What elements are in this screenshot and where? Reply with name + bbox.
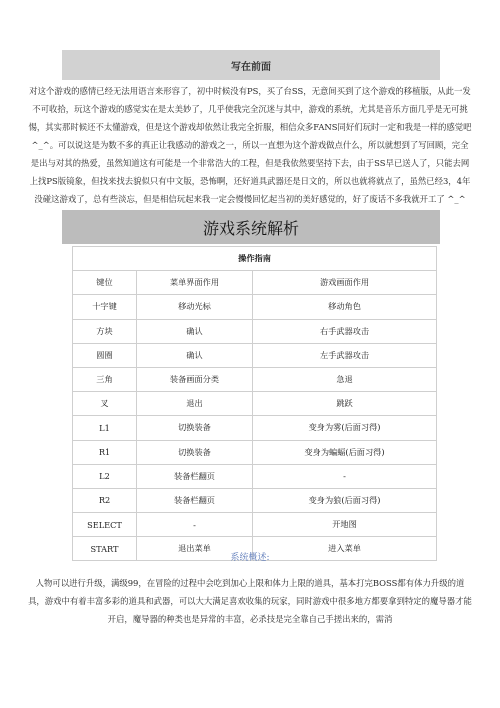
table-row <box>73 367 437 391</box>
column-header-key: 键位 <box>73 271 137 295</box>
table-row <box>73 343 437 367</box>
column-header-menu: 菜单界面作用 <box>137 271 253 295</box>
intro-heading: 写在前面 <box>231 61 271 73</box>
cell-key: R2 <box>73 488 137 512</box>
cell-menu-action: 确认 <box>137 319 253 343</box>
table-row <box>73 513 437 537</box>
table-row <box>73 440 437 464</box>
cell-menu-action: 切换装备 <box>137 416 253 440</box>
cell-game-action: 变身为蝙蝠(后面习得) <box>253 440 437 464</box>
cell-key: SELECT <box>73 513 137 537</box>
section-heading-bar <box>62 210 440 244</box>
overview-paragraph: 人物可以进行升级，满级99，在冒险的过程中会吃到加心上限和体力上限的道具，基本打完BOSS都有体力升级的道具，游戏中有着丰富多彩的道具和武器，可以大大满足喜欢收集的玩家，同时游戏中很多地方都要拿到特定的魔导器才能开启，魔导器的种类也是异常的丰富，必杀技是完全靠自己手搓出来的，需消 <box>28 578 472 624</box>
table-row <box>73 295 437 319</box>
cell-game-action: 左手武器攻击 <box>253 343 437 367</box>
cell-key: 三角 <box>73 367 137 391</box>
intro-paragraph: 对这个游戏的感情已经无法用语言来形容了，初中时候没有PS，买了台SS，无意间买到了这个游戏的移植版，从此一发不可收拾，玩这个游戏的感觉实在是太美妙了，几乎使我完全沉迷与其中，游戏的系统，尤其是音乐方面几乎是无可挑惕，其实那时候还不太懂游戏，但是这个游戏却依然让我完全折服，相信众多FANS同好们玩时一定和我是一样的感觉吧 ^_^。可以说这是为数不多的真正让我感动的游戏之一，所以一直想为这个游戏做点什么，所以就想到了写回顾，完全是出与对其的热爱，虽然知道这有可能是一个非常浩大的工程，但是我依然要坚持下去，由于SS早已送人了，只能去网上找PS版镜象，但找来找去貌似只有中文版，恐怖啊，还好道具武器还是日文的，所以也就将就点了，虽然已经3，4年没碰这游戏了，总有些淡忘，但是相信玩起来我一定会慢慢回忆起当初的美好感觉的，好了废话不多我就开工了 ^_^ <box>28 86 472 204</box>
table-row <box>73 416 437 440</box>
cell-menu-action: - <box>137 513 253 537</box>
cell-menu-action: 确认 <box>137 343 253 367</box>
cell-game-action: 变身为狼(后面习得) <box>253 488 437 512</box>
table-header-row <box>73 271 437 295</box>
table-row <box>73 488 437 512</box>
table-title: 操作指南 <box>73 247 437 271</box>
cell-key: 方块 <box>73 319 137 343</box>
cell-menu-action: 退出菜单 <box>137 537 253 561</box>
cell-menu-action: 移动光标 <box>137 295 253 319</box>
cell-menu-action: 装备栏翻页 <box>137 464 253 488</box>
cell-key: 十字键 <box>73 295 137 319</box>
cell-key: START <box>73 537 137 561</box>
table-row <box>73 319 437 343</box>
controls-table <box>72 246 437 561</box>
cell-key: R1 <box>73 440 137 464</box>
cell-game-action: 右手武器攻击 <box>253 319 437 343</box>
cell-menu-action: 装备栏翻页 <box>137 488 253 512</box>
cell-menu-action: 切换装备 <box>137 440 253 464</box>
table-row <box>73 464 437 488</box>
cell-game-action: 跳跃 <box>253 392 437 416</box>
column-header-game: 游戏画面作用 <box>253 271 437 295</box>
cell-key: 叉 <box>73 392 137 416</box>
cell-key: 圆圈 <box>73 343 137 367</box>
cell-menu-action: 退出 <box>137 392 253 416</box>
cell-game-action: 开地图 <box>253 513 437 537</box>
overview-heading: 系统概述: <box>230 553 270 563</box>
intro-heading-bar <box>62 50 440 80</box>
cell-game-action: - <box>253 464 437 488</box>
section-heading: 游戏系统解析 <box>202 218 299 238</box>
cell-key: L2 <box>73 464 137 488</box>
cell-game-action: 移动角色 <box>253 295 437 319</box>
cell-menu-action: 装备画面分类 <box>137 367 253 391</box>
table-title-row <box>73 247 437 271</box>
cell-game-action: 变身为雾(后面习得) <box>253 416 437 440</box>
cell-game-action: 进入菜单 <box>253 537 437 561</box>
cell-key: L1 <box>73 416 137 440</box>
table-row <box>73 392 437 416</box>
cell-game-action: 急退 <box>253 367 437 391</box>
